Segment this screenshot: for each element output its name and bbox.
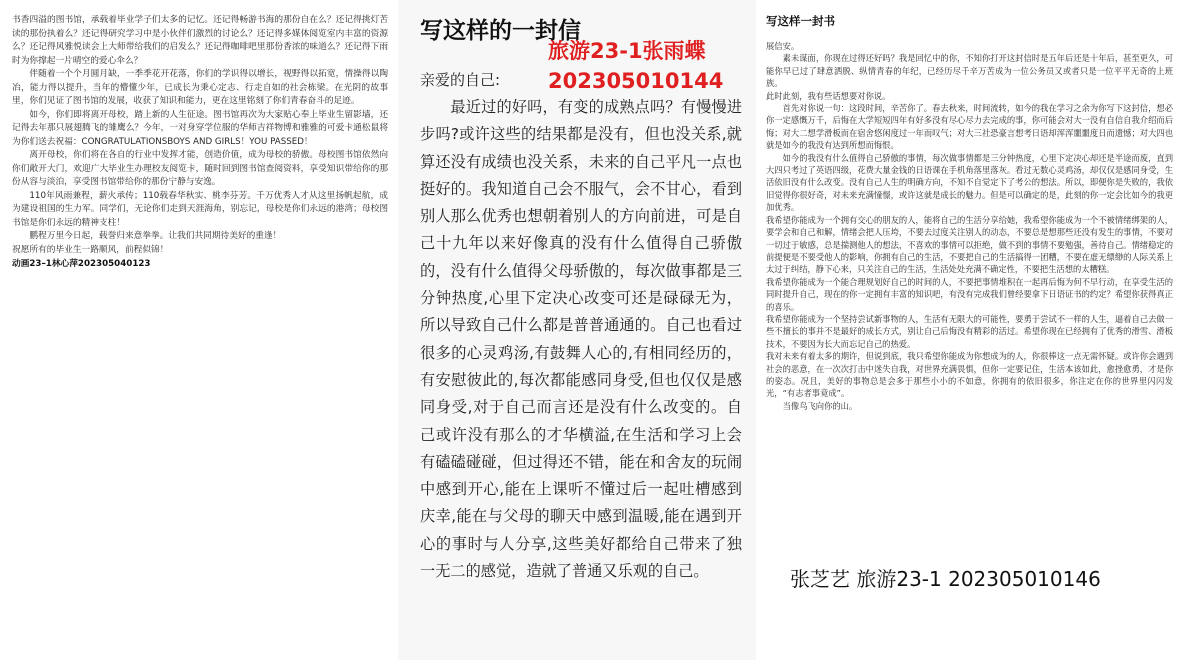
right-letter-panel (756, 0, 1187, 660)
left-closing: 祝愿所有的毕业生一路顺风，前程似锦！ (12, 244, 169, 255)
middle-author-id: 202305010144 (548, 69, 724, 93)
right-closing: 当像鸟飞向你的山。 (782, 400, 858, 411)
right-paragraph-1: 素未谋面，你现在过得还好吗？我是回忆中的你，不知你打开这封信时是五年后还是十年后，甚至更久，可能你早已过了肆意洒脱、纵情青春的年纪，已经历尽千辛万苦成为一位公务员又或者只是一位平平无奇的上班族。 (766, 53, 1173, 89)
middle-letter-panel (398, 0, 756, 660)
right-title: 写这样一封书 (766, 14, 835, 28)
right-paragraph-3: 首先对你说一句：这段时间，辛苦你了。春去秋来，时间流转，如今的我在学习之余为你写下这封信，想必你一定感慨万千，后悔在大学短短四年有好多没有尽心尽力去完成的事，你可能会对大一没有自信自我介绍而后悔；对大二想学滑板而在宿舍悠闲度过一年而叹气；对大三社恐豪言想考日语却浑浑噩噩度日而遗憾；对大四也就是如今的我没有达到所想而悔恨。 (766, 103, 1173, 151)
right-paragraph-8: 我对未来有着太多的期许，但说到底，我只希望你能成为你想成为的人，你很棒这一点无需怀疑。或许你会遇到社会的恶意，在一次次打击中迷失自我，对世界充满畏惧，但你一定要记住，生活本该如此，愈挫愈勇，才是你的姿态。况且，美好的事物总是会多于那些小小的不如意，你拥有的依旧很多，你注定在你的世界里闪闪发光，“有志者事竟成”。 (766, 351, 1173, 399)
left-paragraph-4: 离开母校，你们将在各自的行业中发挥才能，创造价值，成为母校的骄傲。母校图书馆依然向你们敞开大门，欢迎广大毕业生办理校友阅览卡，随时回到图书馆查阅资料，享受知识带给你的那份从容与淡泊，享受图书馆带给你的那份宁静与安逸。 (12, 150, 388, 187)
right-author-signature: 张芝艺 旅游23-1 202305010146 (790, 567, 1101, 591)
right-paragraph-6: 我希望你能成为一个能合理规划好自己的时间的人，不要把事情堆积在一起再后悔为何不早行动，在享受生活的同时提升自己，现在的你一定拥有丰富的知识吧，有没有完成我们曾经要拿下日语证书的约定？希望你获得真正的喜乐。 (766, 276, 1173, 312)
middle-greeting: 亲爱的自己: (420, 71, 501, 89)
right-paragraph-4: 如今的我没有什么值得自己骄傲的事情，每次做事情都是三分钟热度，心里下定决心却还是半途而废，直到大四只考过了英语四级，花费大量金钱的日语课在手机角落里落灰。看过无数心灵鸡汤，却仅仅是感同身受，生活依旧没有什么改变。没有自己人生的明确方向，不知不自觉定下了考公的想法。所以，即便你是失败的，我依旧觉得你很好奇，对未来充满憧憬，或许这就是成长的魅力。但是可以确定的是，此刻的你一定会比如今的我更加优秀。 (766, 152, 1173, 213)
left-signature: 动画23–1林心萍202305040123 (12, 259, 151, 269)
left-letter-panel (0, 0, 398, 660)
left-paragraph-5: 110年风雨兼程，薪火承传；110载春华秋实、桃李芬芳。千万优秀人才从这里扬帆起航，成为建设祖国的生力军。同学们，无论你们走到天涯海角，别忘记，母校是你们永远的港湾；母校图书馆是你们永远的精神支柱！ (12, 190, 388, 228)
middle-author-stamp (548, 36, 723, 96)
left-paragraph-2: 伴随着一个个月圆月缺，一季季花开花落，你们的学识得以增长，视野得以拓宽，情操得以陶冶，能力得以提升，当年的懵懂少年，已成长为秉心定志、行走自如的社会栋梁。在光阴的故事里，你们见证了图书馆的发展，收获了知识和能力，更在这里铭刻了你们青春奋斗的足迹。 (12, 69, 388, 106)
right-paragraph-2: 此时此刻，我有些话想要对你说。 (766, 90, 891, 101)
middle-body: 最近过的好吗，有变的成熟点吗？有慢慢进步吗?或许这些的结果都是没有，但也没关系,就算还没有成绩也没关系，未来的自己平凡一点也挺好的。我知道自己会不服气，会不甘心，看到别人那么优秀也想朝着别人的方向前进，可是自己十九年以来好像真的没有什么值得自己骄傲的，没有什么值得父母骄傲的，每次做事都是三分钟热度,心里下定决心改变可还是碌碌无为，所以导致自己什么都是普普通通的。自己也看过很多的心灵鸡汤,有鼓舞人心的,有相同经历的，有安慰彼此的,每次都能感同身受,但也仅仅是感同身受,对于自己而言还是没有什么改变的。自己或许没有那么的才华横溢,在生活和学习上会有磕磕碰碰，但过得还不错，能在和舍友的玩闹中感到开心,能在上课听不懂过后一起吐槽感到庆幸,能在与父母的聊天中感到温暖,能在遇到开心的事时与人分享,这些美好都给自己带来了独一无二的感觉，造就了普通又乐观的自己。 (420, 98, 742, 581)
right-paragraph-5: 我希望你能成为一个拥有交心的朋友的人，能将自己的生活分享给她，我希望你能成为一个不被情绪绑架的人，要学会和自己和解，情绪会把人压垮，不要去过度关注别人的动态，不要总是想那些还没有发生的事情，不要对一切过于敏感，总是揣测他人的想法，不喜欢的事情可以拒绝，做不到的事情不要勉强，善待自己。情绪稳定的前提便是不要受他人的影响，你拥有自己的生活，不要把自己的生活搞得一团糟，不要在虚无缥缈的人际关系上太过于纠结，静下心来，只关注自己的生活，生活处处充满不确定性，不要把生活想的太糟糕。 (766, 214, 1173, 275)
right-paragraph-7: 我希望你能成为一个坚持尝试新事物的人，生活有无限大的可能性，要勇于尝试不一样的人生，逼着自己去做一些不擅长的事并不是最好的成长方式，别让自己后悔没有精彩的活过。希望你现在已经拥有了优秀的滑雪、滑板技术，不要因为长大而忘记自己的热爱。 (766, 313, 1173, 349)
left-paragraph-3: 如今，你们即将离开母校，踏上新的人生征途。图书馆再次为大家贴心奉上毕业生留影墙，还记得去年那只展翅腾飞的雏鹰么？今年，一对身穿学位服的华师吉祥物博和雅雅的可爱卡通松鼠将为你们送去祝福：CONGRATULATIONSBOYS AND GIRLS！YOU PASSED！ (12, 109, 388, 147)
middle-title: 写这样的一封信 (420, 18, 581, 44)
right-salutation: 展信安。 (766, 41, 800, 51)
middle-author-name: 旅游23-1张雨蝶 (548, 39, 706, 63)
left-paragraph-1: 书香四溢的图书馆，承载着毕业学子们太多的记忆。还记得畅游书海的那份自在么？还记得挑灯苦读的那份执着么？还记得研究学习中是小伙伴们激烈的讨论么？还记得多媒体阅览室内丰富的资源么？还记得风雅悦读会上大师带给我们的启发么？还记得咖啡吧里那份香浓的味道么？还记得下雨时为你撑起一片晴空的爱心伞么？ (12, 15, 388, 66)
left-paragraph-6: 鹏程万里今日起，载誉归来意拳拳。让我们共同期待美好的重逢！ (29, 231, 282, 241)
